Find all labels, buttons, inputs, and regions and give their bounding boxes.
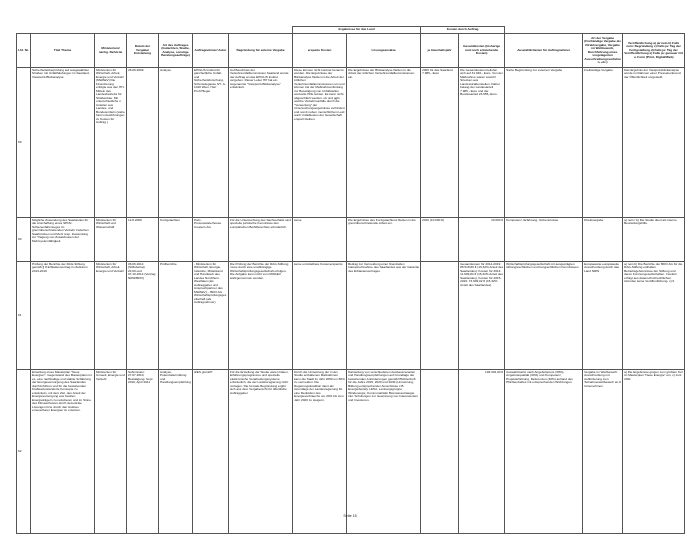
- cell-award-type: Europaweite europaweite Ausschreibung durch das Land NRW: [583, 262, 623, 370]
- cell-title: Mögliche Zuwendung des Saarlandes für die Anschaffung eines SPNV-Schienenfahrzeuges im grenzüberschreitenden Verkehr zwischen Saarbrücken und Metz resp. Zuwendung zur Tragung von Zusatzkosten der Mehrsystemfähigkeit: [31, 218, 95, 262]
- col-header-approaches: Lösungsansätze: [347, 34, 421, 68]
- cell-contractor: IZES gGmbH: [193, 370, 229, 534]
- row-number: 59: [17, 68, 31, 218]
- cell-total-costs: Gesamtkosten für 2014-2019: 85.518,86 € (15,32% Anteil des Saarlandes): Kosten für 2014: 11.609,84 € (15,32% Anteil des Saarlandes), Kosten für 2015-2019: 73.909,02 € (15,32% Anteil des Saarlandes): [459, 262, 505, 370]
- cell-criteria: Siehe Begründung zur externen Vergabe: [505, 68, 583, 218]
- cell-contractor: EPIGUS Institut für ganzheitliche Unfall- und Sicherheitsforschung, Schmiedegasse 3/7, A-1010 Wien, Herr Prof.Pfleger: [193, 68, 229, 218]
- cell-type: Kurzgutachten: [159, 218, 193, 262]
- group-results-header: Ergebnisse für das Land: [293, 27, 421, 34]
- cell-publication: a) Die Ergebnisse gingen zum größten Teil im Masterplan "Neue Energie" ein; c) Juni 2011: [623, 370, 685, 534]
- cell-total-costs: Die Gesamtkosten beliefen sich auf 31.940,- Euro. Von der Maßnahme waren sowohl Strecken aus Landesstraßenstellen. Daher belaug der Landesanteil 7.985,- Euro und der Bundesanteil 23.955,-Euro.: [459, 68, 505, 218]
- cell-savings: keine: [293, 218, 347, 262]
- cell-approaches: Die Ergebnisse der Blickanalyse fließen in die Arbeit der örtlichen Verkehrsunfallkommissionen ein.: [347, 68, 421, 218]
- col-header-justification: Begründung für externe Vergabe: [229, 34, 293, 68]
- col-header-publication: Veröffentlichung a) ja/ nein b) Falls nein: Begründung c) Falls ja: Tag der Fertigstellung d) Falls ja: Tag der Veröffentlichung e) Falls ja: genauer Ort u. Form (Print, Digital/Web): [623, 34, 685, 68]
- col-header-budget-year: je Haushaltsjahr: [421, 34, 459, 68]
- col-header-contractor: Auftragnehmer/ Autor: [193, 34, 229, 68]
- col-header-title: Titel Thema: [31, 34, 95, 68]
- col-header-type: Art des Auftrages (Gutachten, Studie, Analyse, sonstige Beratungsaufträge): [159, 34, 193, 68]
- cell-approaches: Die Ergebnisse des Kurzgutachtens fließen in die grenzüberschreitende Arbeit ein.: [347, 218, 421, 262]
- cell-justification: Die Prüfung der Berichte der RAG-Stiftung muss durch eine unabhängige Wirtschaftsprüfungsgesellschaft erfolgen. Die Aufgabe kann nicht vom MWAEV wahrgenommen werden.: [229, 262, 293, 370]
- cell-total-costs: 148.302,00 €: [459, 370, 505, 534]
- cell-budget-year: 2010 (10.000 €): [421, 218, 459, 262]
- cell-budget-year: [421, 370, 459, 534]
- table-row: [17, 262, 685, 370]
- cell-publication: a) nein / b) Die Studie dient als interne Beurteilungshilfe.: [623, 218, 685, 262]
- cell-justification: Für die Erstellung der Studie waren Daten, Erfahrungsprogramme und spezielle elektronische Verarbeitungssysteme erforderlich, die der Landesregierung nicht vorlagen. Die formale Begründung ergibt sich aus dem Vergaberecht für öffentliche Auftraggeber: [229, 370, 293, 534]
- cell-total-costs: 10.000 €: [459, 218, 505, 262]
- cell-date: Submission: 27.07.2010; Bestätigung: Sept 2010; April 2011: [127, 370, 159, 534]
- cell-award-type: Direktvergabe: [583, 218, 623, 262]
- cell-date: 26.09.2009: [127, 68, 159, 218]
- cell-type: Prüfberichte: [159, 262, 193, 370]
- cell-type: Analyse, Potenzialermittlung und Handlungsempfehlung: [159, 370, 193, 534]
- cell-title: Prüfung der Berichte der RAG-Stiftung gemäß § 8 Erblastenvertrag im Zeitraum 2014-2019: [31, 262, 95, 370]
- cell-justification: Für die Untersuchung des Sachverhalts sind spezielle juristische Kenntnisse des europäischen Beihilferechtes erforderlich.: [229, 218, 293, 262]
- col-header-savings: ersparte Kosten: [293, 34, 347, 68]
- table-row: [17, 370, 685, 534]
- cell-savings: Durch die Umsetzung der in der Studie enthaltenen Maßnahmen kann die Stadt im Jahr 2050 um 80% zu vermeiden. Die Regierungskoalition dient als Grundlage der Landesregierung für eine Reduktion des Energieverbrauchs um 20% bis zum Jahr 2020 zu steigern.: [293, 370, 347, 534]
- col-header-total-costs: Gesamtkosten (bisherige und noch entstehende Kosten): [459, 34, 505, 68]
- row-number: 62: [17, 370, 31, 534]
- cell-justification: Auf Beschluss der Verkehrsunfallkommission Saarland wurde der Auftrag an das EPIGUS Institut vergeben. Dieser Leiter HP hat ein sogenannte "Viewpoint-Blickanalyse" entwickelt.: [229, 68, 293, 218]
- cell-budget-year: 2009 für das Saarland 7.985,- Euro: [421, 68, 459, 218]
- row-number: 60: [17, 218, 31, 262]
- cell-savings: keine unmittelbare Kostenersparnis: [293, 262, 347, 370]
- table-row: [17, 218, 685, 262]
- cell-criteria: Auswahlmatrix nach Angebotspreis (30%), Angebotsqualität (30%) und Kompetenz, Projekterfahrung, Referenzen (40%) anhand des Pflichtenheftes mit entsprechenden Wichtungen.: [505, 370, 583, 534]
- col-header-date: Datum der Vergabe/ Entstehung: [127, 34, 159, 68]
- cell-ministry: Ministerium für Wirtschaft, Arbeit, Energie und Verkehr (MWAEV) Die Finanzierung erfolgte aus den HH-Mitteln des Landesbetriebs für Straßenbau. Mit unterschiedliche n Anteilen aus Landes- und Bundesmitteln (siehe hierzu Ausführungen zu Kosten für Auftrag.): [95, 68, 127, 218]
- cell-publication: Das Ergebnis der Viewpointblickanalyse wurde im Rahmen einer Pressekonferenz der Öffentlichkeit vorgestellt.: [623, 68, 685, 218]
- cell-title: Erstellung eines Masterplan "Neue Energien". Gegenstand des Masterplans ist es, eine nachhaltige und stabile Schätzung der Energieversorgung des Saarlandes durchzuführen und für die bestehenden Kraftwerksstandorte Konzepte zu entwickeln, mit dem Ziel, den Anteil der Energieversorgung aus fossilen Energieträgern zu reduzieren und im Sinne des Klimaschutzes durch dezentrale Lösungen bzw. durch den Ausbau erneuerbarer Energien zu ersetzen.: [31, 370, 95, 534]
- table-row: [17, 68, 685, 218]
- cell-contractor: - Ministerium für Wirtschaft, Energie, Industrie, Mittelstand und Handwerk des Landes Nordrhein-Westfalen (als Auftraggeber und Ansprechpartner des MWAEV); - BDO AG Wirtschaftsprüfungsgesellschaft (als Auftragnehmer): [193, 262, 229, 370]
- cell-award-type: Freihändige Vergabe.: [583, 68, 623, 218]
- cell-ministry: Ministerium für Wirtschaft, Arbeit, Energie und Verkehr: [95, 262, 127, 370]
- cell-savings: Diese können nicht konkret benannt werden. Die Ergebnisse der Blickanalyse fließen in die Arbeit der örtlichen Verkehrsunfallkommissionen ein und können bei der Maßnahmenfindung zur Beseitigung von Unfallstellen wertvolle Hilfe leisten. Es kann nicht abgeschätzt werden, ob und ggfs. welche Verkehrsunfälle durch die "Verwertung" der Untersuchungsergebnisse verhindert und somit neben menschlichem Leid auch Unfallkosten der Gesellschaft erspart bleiben.: [293, 68, 347, 218]
- document-sheet: [16, 26, 684, 534]
- cell-date: 14.8.2009: [127, 218, 159, 262]
- cell-type: Analyse: [159, 68, 193, 218]
- cell-ministry: Ministerium für Wirtschaft und Wissenschaft: [95, 218, 127, 262]
- cell-publication: a) nein b) Die Berichte der BDO AG für die RAG-Stiftung enthalten Betriebsgeheimnisse der Stiftung und deren Konzerngesellschaften. Insofern erfolgt aus datenschutzrechtlichen Gründen keine Veröffentlichung. c) 6: [623, 262, 685, 370]
- cell-award-type: Vergabe im Wettbewerb: Ausschreibung mit Aufforderung zum Teilnahmewettbewerb an 6 Unternehmen: [583, 370, 623, 534]
- group-header-row: [17, 27, 685, 34]
- col-header-award-type: Art der Vergabe (Freihändige Vergabe als Direktvergabe, Vergabe im Wettbewerb, Durchführung eines vorgelagerten Ausschreibungsverfahren, etc.): [583, 34, 623, 68]
- contracts-table: [16, 26, 685, 534]
- col-header-ministry: Ministerium/ nachg. Behörde: [95, 34, 127, 68]
- col-header-nr: Lfd. Nr.: [17, 34, 31, 68]
- cell-ministry: Ministerium für Umwelt, Energie und Verkehr: [95, 370, 127, 534]
- cell-budget-year: [421, 262, 459, 370]
- cell-title: Sicherheitsüberprüfung auf ausgewählten Straßen mit Unfallhäufungen im Saarland, Viewpoint-Blickanalyse: [31, 68, 95, 218]
- page-number: Seite 15: [343, 514, 357, 518]
- cell-criteria: Wirtschaftsprüfungsgesellschaft mit ausgeprägten stiftungsrechtlichen und bergrechtlichen Kenntnissen: [505, 262, 583, 370]
- cell-contractor: PwC-Prozesswaterhouse Coopers AG: [193, 218, 229, 262]
- group-costs-header: Kosten durch Auftrag: [421, 27, 505, 34]
- cell-criteria: Kompetenz, Erfahrung, Vorkenntnisse: [505, 218, 583, 262]
- row-number: 61: [17, 262, 31, 370]
- cell-approaches: Beitrag zur Vermeidung einer finanziellen Inanspruchnahme des Saarlandes aus der Garantie des Erblastenvertrages.: [347, 262, 421, 370]
- cell-approaches: Darstellung von verschiedenen Ausbauszenarien und Handlungsempfehlungen auf Grundlage der bestehenden Anforderungen gemäß Pflichtenheft für die Jahre 2015, 2020 und 2030 (Umsetzung; Bildung entsprechender Ausschüsse z.B. Energiebeirat); LESA, Lenkungsgruppe Windenergie, Kommunalrätin Biomassestrategie inkl. Schulungen zur Gewinnung von Interessenten und Investoren.: [347, 370, 421, 534]
- col-header-criteria: Auswahlkriterien für Auftragnehmer: [505, 34, 583, 68]
- cell-date: 06.06.2014 (Stiftsbeirat) 24.09.und 07.10.2014 (Vertrag NRW/BDO): [127, 262, 159, 370]
- column-header-row: [17, 34, 685, 68]
